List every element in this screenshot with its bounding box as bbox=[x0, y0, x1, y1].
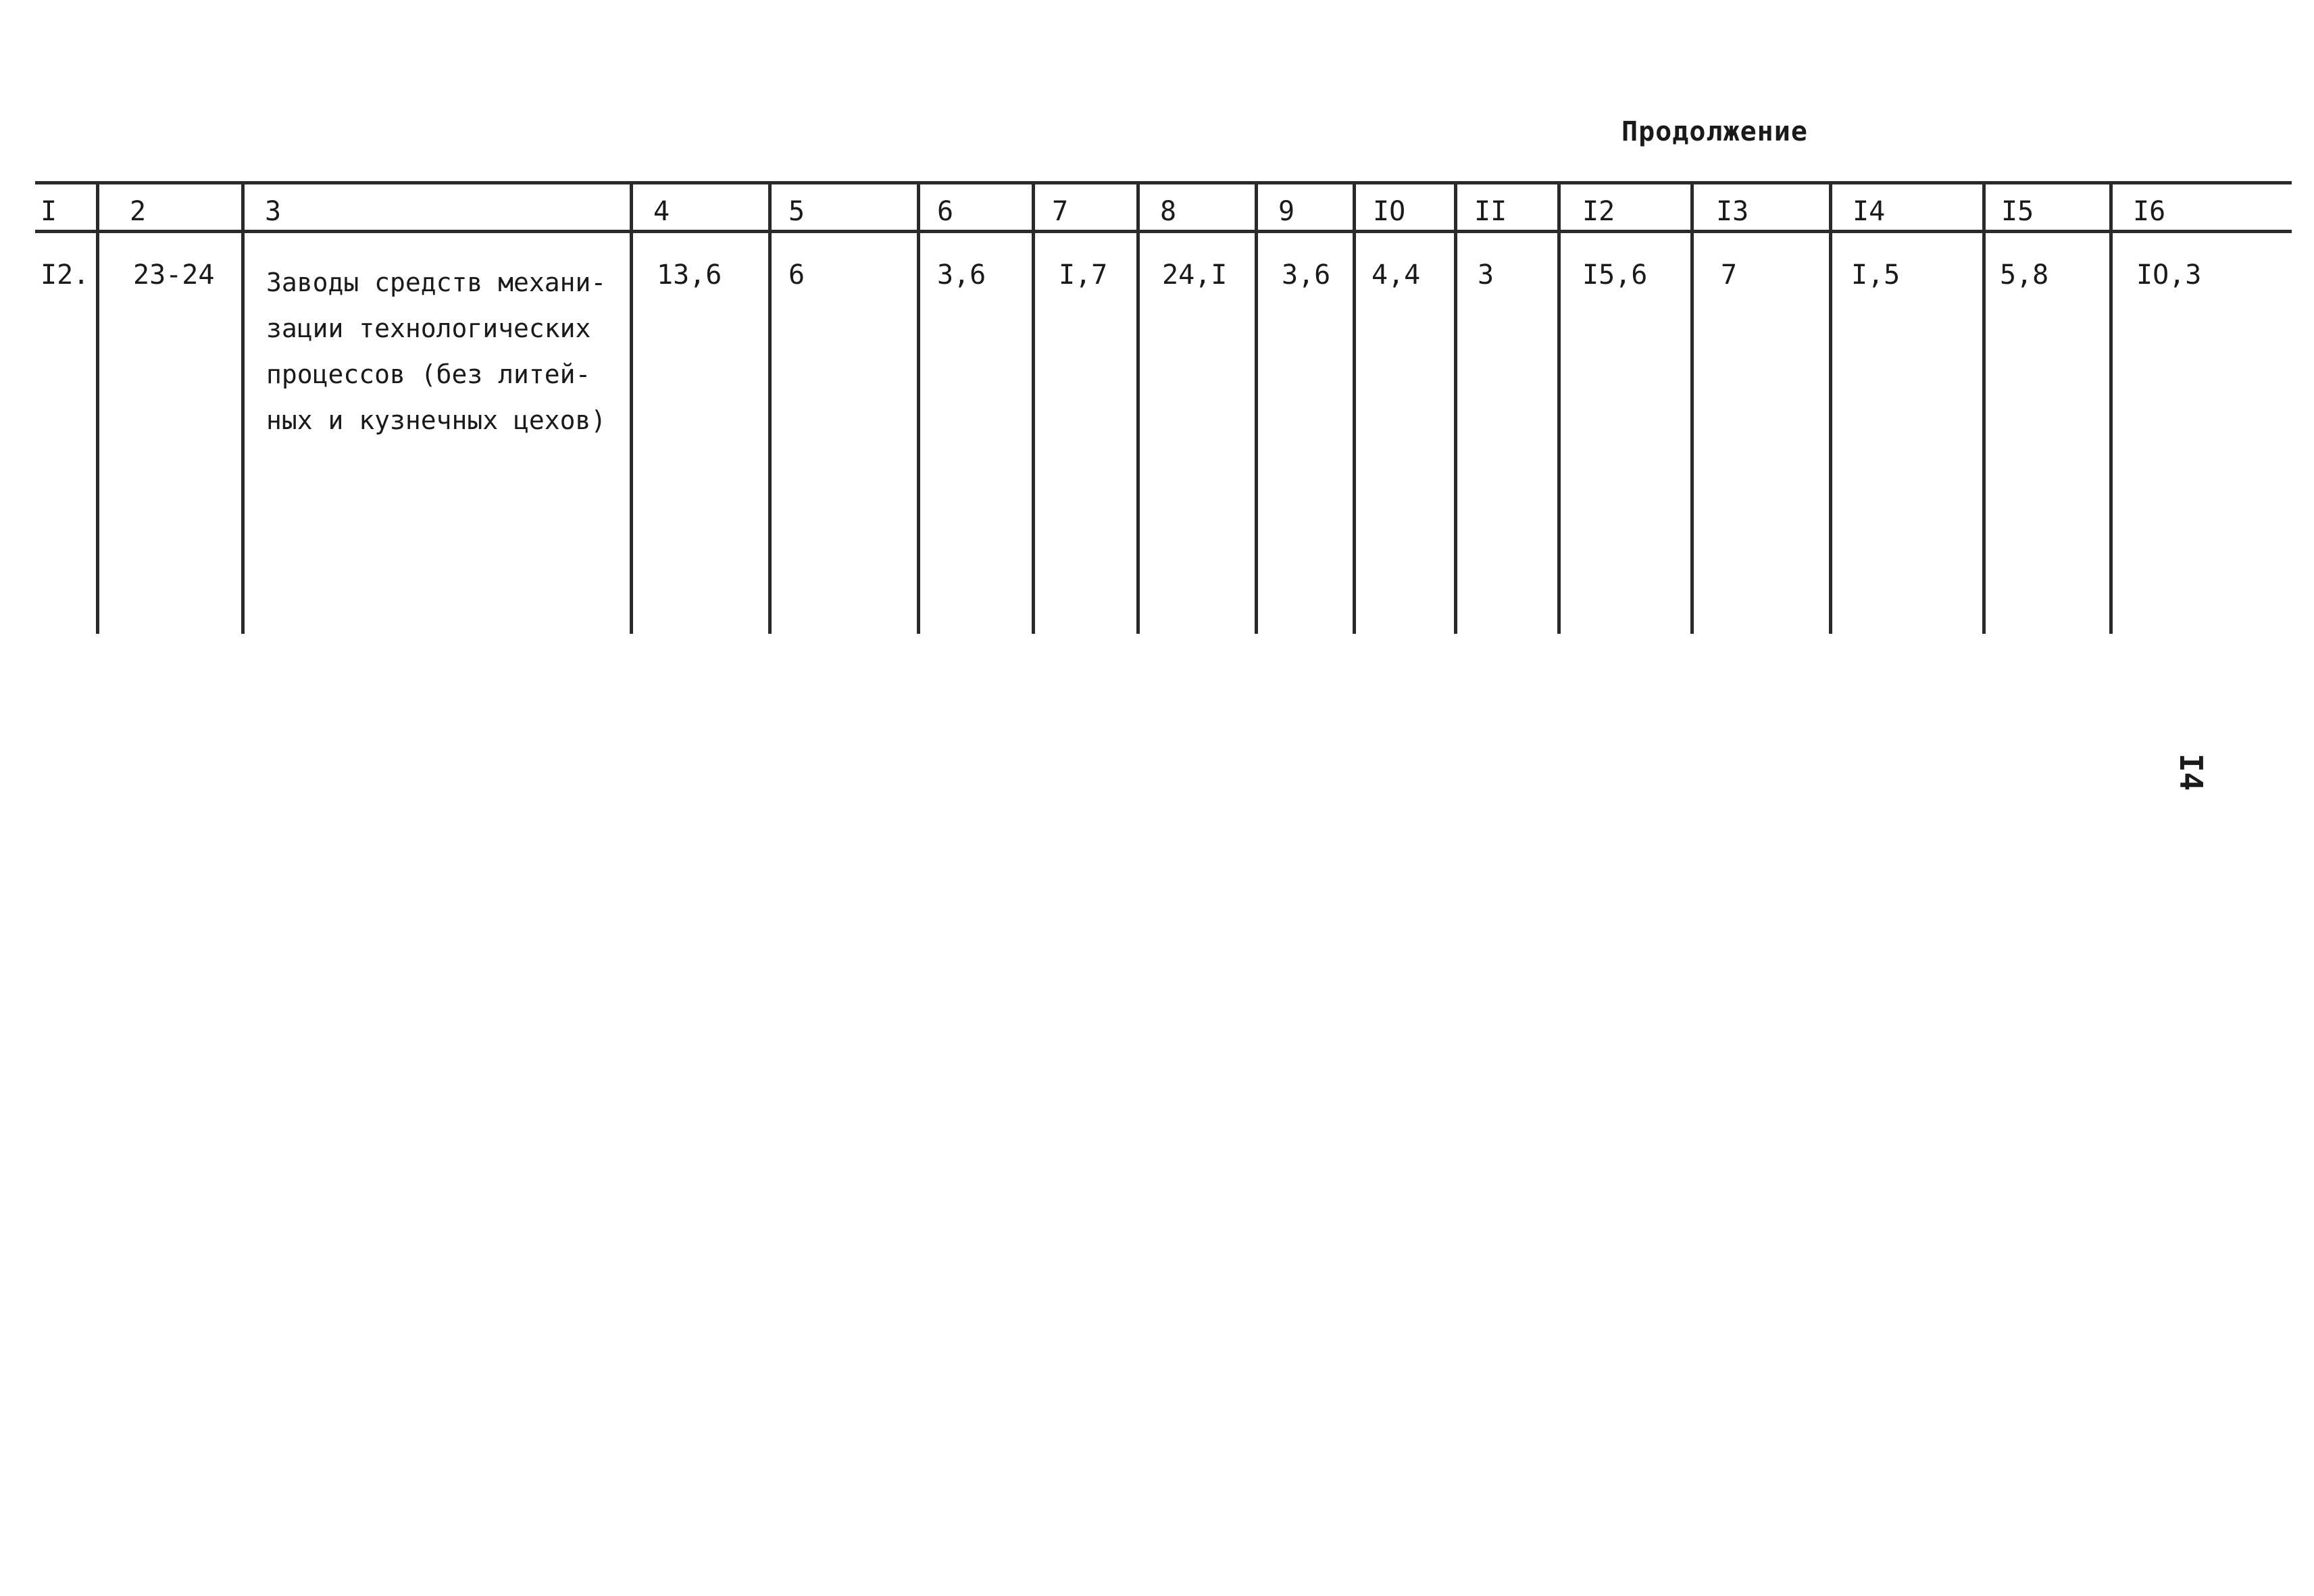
column-header: I6 bbox=[2133, 196, 2166, 227]
column-divider bbox=[2109, 181, 2113, 634]
table-cell: 4,4 bbox=[1372, 259, 1421, 291]
table-cell: 3 bbox=[1478, 259, 1494, 291]
column-divider bbox=[1557, 181, 1561, 634]
column-divider bbox=[1454, 181, 1457, 634]
column-divider bbox=[96, 181, 99, 634]
column-divider bbox=[768, 181, 772, 634]
column-divider bbox=[241, 181, 245, 634]
column-header: 9 bbox=[1278, 196, 1295, 227]
column-header: IO bbox=[1373, 196, 1406, 227]
row-code: 23-24 bbox=[133, 259, 215, 291]
continuation-label: Продолжение bbox=[1621, 116, 1808, 147]
table-cell: 24,I bbox=[1162, 259, 1228, 291]
column-header: I5 bbox=[2001, 196, 2034, 227]
column-header: I4 bbox=[1853, 196, 1886, 227]
table-top-rule bbox=[35, 181, 2292, 184]
column-divider bbox=[917, 181, 920, 634]
table-cell: 3,6 bbox=[937, 259, 986, 291]
column-divider bbox=[1829, 181, 1832, 634]
column-header: 3 bbox=[265, 196, 282, 227]
column-header: 7 bbox=[1052, 196, 1069, 227]
row-description: Заводы средств механи- зации технологических процессов (без литей- ных и кузнечных цехов) bbox=[266, 268, 607, 435]
column-divider bbox=[1353, 181, 1356, 634]
column-header: 4 bbox=[653, 196, 670, 227]
column-header: I bbox=[41, 196, 57, 227]
table-cell: I,7 bbox=[1059, 259, 1108, 291]
column-divider bbox=[1255, 181, 1258, 634]
table-cell: 13,6 bbox=[657, 259, 722, 291]
table-cell: 6 bbox=[788, 259, 805, 291]
column-divider bbox=[1136, 181, 1140, 634]
row-number: I2. bbox=[41, 259, 90, 291]
column-divider bbox=[630, 181, 633, 634]
table-header-rule bbox=[35, 230, 2292, 233]
table-cell: IO,3 bbox=[2136, 259, 2202, 291]
column-header: 2 bbox=[130, 196, 147, 227]
table-cell: 5,8 bbox=[2000, 259, 2049, 291]
column-header: I3 bbox=[1716, 196, 1749, 227]
page-number: I4 bbox=[2173, 753, 2209, 791]
column-header: I2 bbox=[1582, 196, 1615, 227]
column-divider bbox=[1690, 181, 1694, 634]
table-cell: 3,6 bbox=[1282, 259, 1331, 291]
column-divider bbox=[1032, 181, 1035, 634]
table-cell: 7 bbox=[1721, 259, 1738, 291]
column-header: 6 bbox=[937, 196, 954, 227]
table-cell: I5,6 bbox=[1582, 259, 1648, 291]
column-divider bbox=[1982, 181, 1986, 634]
column-header: 8 bbox=[1160, 196, 1177, 227]
table-cell: I,5 bbox=[1851, 259, 1901, 291]
data-table bbox=[35, 181, 2292, 641]
column-header: II bbox=[1474, 196, 1507, 227]
column-header: 5 bbox=[788, 196, 805, 227]
